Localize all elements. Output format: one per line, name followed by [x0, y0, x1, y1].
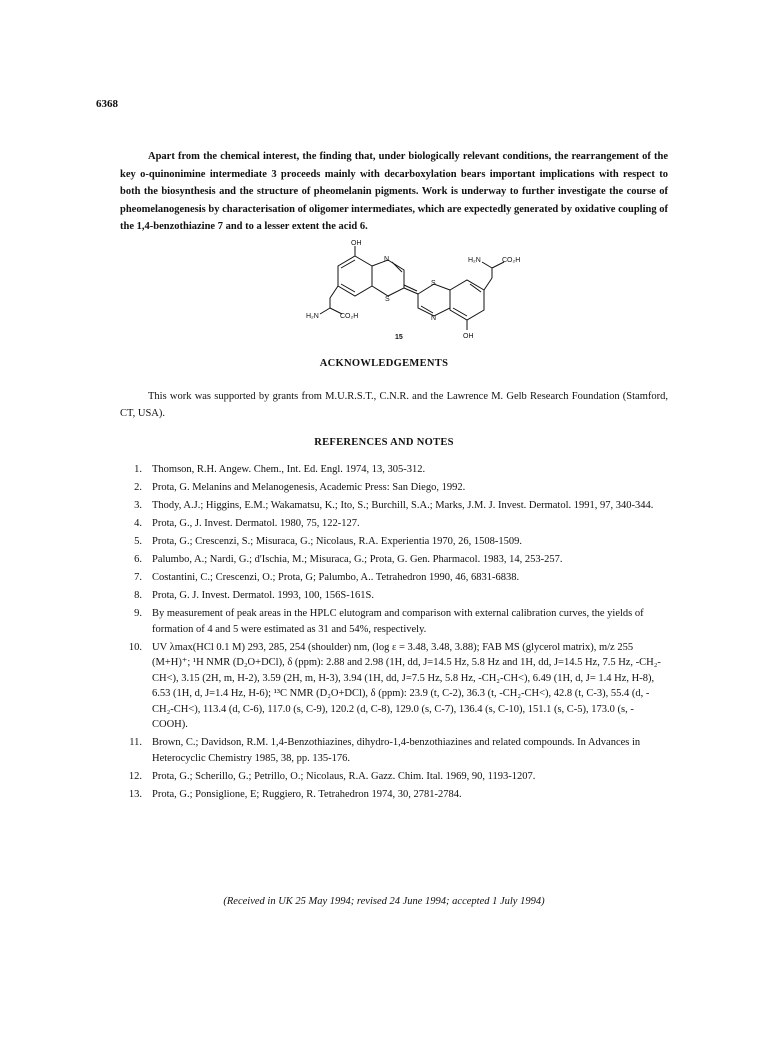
left-thiazine-ring [372, 260, 404, 296]
reference-number: 2. [134, 482, 142, 493]
reference-number: 5. [134, 536, 142, 547]
reference-item [120, 570, 668, 586]
compound-number-label: 15 [395, 334, 403, 341]
reference-item [120, 735, 668, 766]
reference-item [120, 787, 668, 803]
co2h-left-label: CO₂H [340, 313, 359, 320]
reference-item [120, 588, 668, 604]
n-left-label: N [384, 256, 390, 263]
oh-bottom-label: OH [463, 333, 474, 340]
reference-number: 12. [128, 770, 142, 782]
reference-item [120, 462, 668, 478]
reference-number: 10. [128, 641, 142, 653]
reference-item [120, 534, 668, 550]
reference-text: UV λmax(HCl 0.1 M) 293, 285, 254 (shoulder) nm, (log ε = 3.48, 3.48, 3.88); FAB MS (glycerol matrix), m/z 255 (M+H)⁺; ¹H NMR (D₂O+DCl), δ (ppm): 2.88 and 2.98 (1H, dd, J=14.5 Hz, 5.8 Hz and 1H, dd, J=14.5 Hz, 7.5 Hz, -CH₂-CH<), 3.15 (2H, m, H-2), 3.59 (2H, m, H-3), 3.94 (1H, dd, J=7.5 Hz, 5.8 Hz, -CH₂-CH<), 6.49 (1H, d, J= 1.4 Hz, H-8), 6.53 (1H, d, J=1.4 Hz, H-6); ¹³C NMR (D₂O+DCl), δ (ppm): 23.9 (t, C-2), 36.3 (t, -CH₂-CH<), 42.8 (t, C-3), 55.4 (d, -CH₂-CH<), 113.4 (d, C-6), 117.0 (s, C-9), 120.2 (d, C-8), 129.0 (s, C-7), 136.4 (s, C-10), 151.1 (s, C-5), 173.0 (s, -COOH). [152, 641, 661, 730]
reference-number: 7. [134, 572, 142, 583]
reference-item [120, 552, 668, 568]
reference-number: 8. [134, 590, 142, 601]
chemical-structure-15 [300, 240, 540, 344]
oh-top-label: OH [351, 240, 362, 247]
acknowledgements-heading: ACKNOWLEDGEMENTS [319, 358, 449, 369]
s-left-label: S [385, 296, 390, 303]
reference-text: Prota, G. Melanins and Melanogenesis, Academic Press: San Diego, 1992. [152, 482, 466, 493]
reference-item [120, 516, 668, 532]
reference-item [120, 640, 668, 733]
reference-text: Prota, G.; Scherillo, G.; Petrillo, O.; Nicolaus, R.A. Gazz. Chim. Ital. 1969, 90, 1193-1207. [152, 770, 536, 782]
right-thiazine-ring [418, 284, 450, 316]
reference-text: Palumbo, A.; Nardi, G.; d'Ischia, M.; Misuraca, G.; Prota, G. Gen. Pharmacol. 1983, 14, 253-257. [152, 554, 563, 565]
references-list [120, 462, 668, 805]
reference-text: Thomson, R.H. Angew. Chem., Int. Ed. Engl. 1974, 13, 305-312. [152, 464, 426, 475]
acknowledgements-text: This work was supported by grants from M.U.R.S.T., C.N.R. and the Lawrence M. Gelb Research Foundation (Stamford, CT, USA). [120, 391, 668, 419]
references-heading: REFERENCES AND NOTES [314, 437, 454, 448]
h2n-right-label: H₂N [468, 257, 481, 264]
reference-item [120, 769, 668, 785]
intro-paragraph: Apart from the chemical interest, the finding that, under biologically relevant conditions, the rearrangement of the key o-quinonimine intermediate 3 proceeds mainly with decarboxylation bears important implications with respect to both the biosynthesis and the structure of pheomelanin pigments. Work is underway to further investigate the course of pheomelanogenesis by characterisation of oligomer intermediates, which are expectedly generated by oxidative coupling of the 1,4-benzothiazine 7 and to a lesser extent the acid 6. [120, 151, 668, 232]
reference-text: Prota, G., J. Invest. Dermatol. 1980, 75, 122-127. [152, 518, 360, 529]
structure-drawing [300, 240, 540, 344]
reference-number: 11. [129, 737, 142, 748]
reference-number: 9. [134, 608, 142, 619]
reference-item [120, 498, 668, 514]
reference-number: 1. [134, 464, 142, 475]
reference-text: By measurement of peak areas in the HPLC elutogram and comparison with external calibration curves, the yields of formation of 4 and 5 were estimated as 31 and 54%, respectively. [152, 608, 644, 635]
received-dates: (Received in UK 25 May 1994; revised 24 June 1994; accepted 1 July 1994) [223, 896, 545, 907]
n-right-label: N [431, 315, 437, 322]
left-benzene-ring [338, 256, 372, 296]
reference-number: 6. [134, 554, 142, 565]
reference-item [120, 606, 668, 637]
reference-text: Prota, G.; Ponsiglione, E; Ruggiero, R. Tetrahedron 1974, 30, 2781-2784. [152, 788, 462, 800]
reference-text: Brown, C.; Davidson, R.M. 1,4-Benzothiazines, dihydro-1,4-benzothiazines and related compounds. In Advances in Heterocyclic Chemistry 1985, 38, pp. 135-176. [152, 737, 641, 764]
reference-text: Thody, A.J.; Higgins, E.M.; Wakamatsu, K.; Ito, S.; Burchill, S.A.; Marks, J.M. J. Invest. Dermatol. 1991, 97, 340-344. [152, 500, 654, 511]
s-right-label: S [431, 280, 436, 287]
reference-text: Prota, G.; Crescenzi, S.; Misuraca, G.; Nicolaus, R.A. Experientia 1970, 26, 1508-1509. [152, 536, 523, 547]
reference-number: 13. [128, 788, 142, 800]
co2h-right-label: CO₂H [502, 257, 521, 264]
right-benzene-ring [450, 280, 484, 320]
reference-text: Costantini, C.; Crescenzi, O.; Prota, G; Palumbo, A.. Tetrahedron 1990, 46, 6831-6838. [152, 572, 520, 583]
reference-number: 4. [134, 518, 142, 529]
h2n-left-label: H₂N [306, 313, 319, 320]
reference-number: 3. [134, 500, 142, 511]
reference-text: Prota, G. J. Invest. Dermatol. 1993, 100, 156S-161S. [152, 590, 374, 601]
page-number: 6368 [96, 98, 118, 110]
reference-item [120, 480, 668, 496]
